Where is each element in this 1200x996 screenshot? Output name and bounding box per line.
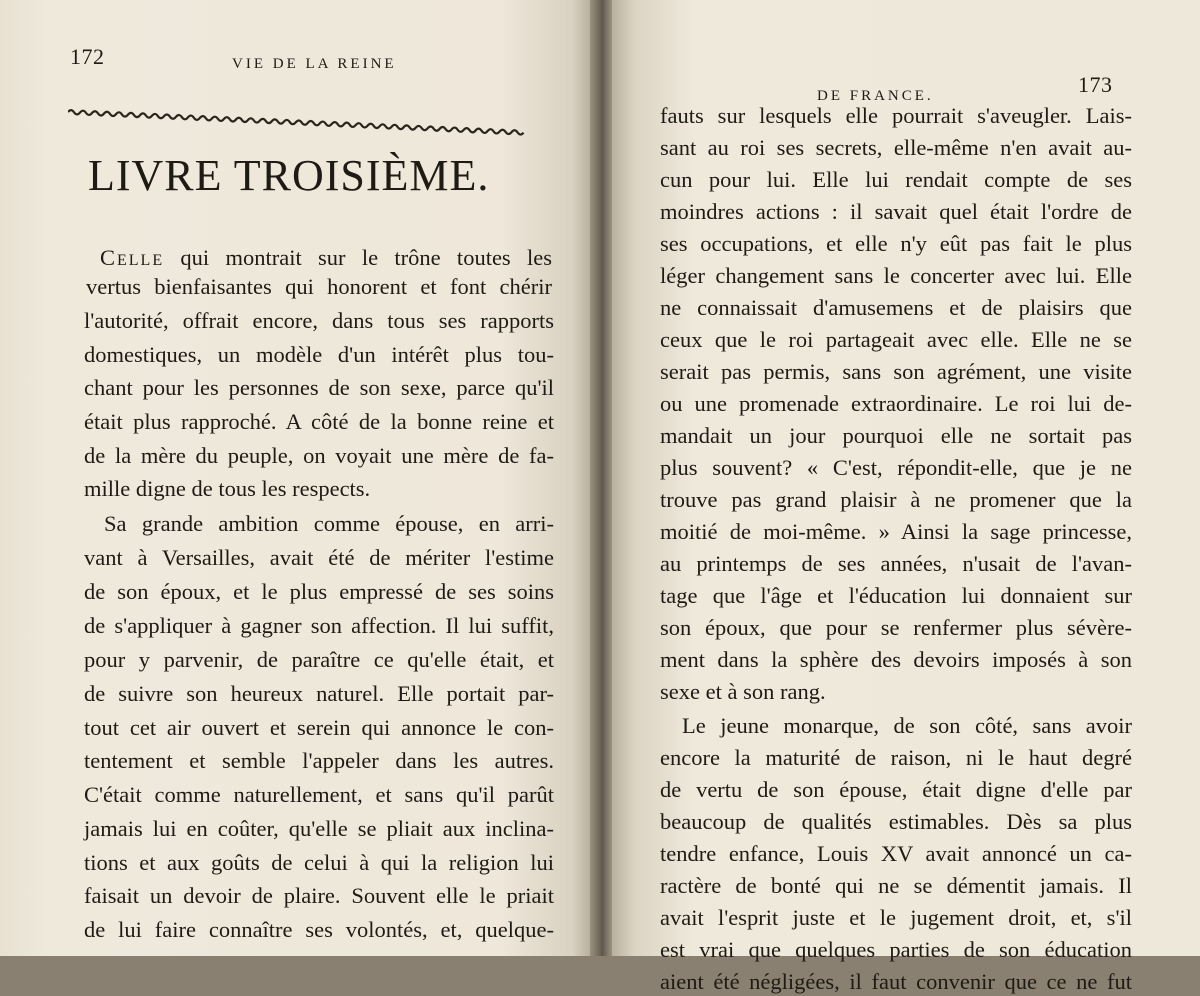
text-line: de suivre son heureux naturel. Elle portait par- (84, 681, 554, 706)
text-line: fauts sur lesquels elle pourrait s'aveugler. Lais- (660, 103, 1132, 128)
text-line: avait l'esprit juste et le jugement droit, et, s'il (660, 905, 1132, 930)
text-line: tage que l'âge et l'éducation lui donnaient sur (660, 583, 1132, 608)
text-line: est vrai que quelques parties de son éducation (660, 937, 1132, 962)
text-line: Sa grande ambition comme épouse, en arri- (104, 511, 554, 536)
text-line: ment dans la sphère des devoirs imposés à son (660, 647, 1132, 672)
page-number-right: 173 (1078, 72, 1113, 97)
text-line: ractère de bonté qui ne se démentit jamais. Il (660, 873, 1132, 898)
book-gutter (590, 0, 612, 956)
text-line: tentement et semble l'appeler dans les autres. (84, 748, 554, 773)
text-line: jamais lui en coûter, qu'elle se pliait aux inclina- (84, 816, 554, 841)
text-line: trouve pas grand plaisir à ne promener que la (660, 487, 1132, 512)
text-line: tendre enfance, Louis XV avait annoncé un ca- (660, 841, 1132, 866)
left-page (0, 0, 590, 956)
text-line: de la mère du peuple, on voyait une mère de fa- (84, 443, 554, 468)
text-line: au printemps de ses années, n'usait de l'avan- (660, 551, 1132, 576)
text-line: l'autorité, offrait encore, dans tous ses rapports (84, 308, 554, 333)
text-line: chant pour les personnes de son sexe, parce qu'il (84, 375, 554, 400)
text-line: ses occupations, et elle n'y eût pas fait le plus (660, 231, 1132, 256)
text-line: C'était comme naturellement, et sans qu'il parût (84, 782, 554, 807)
text-line: pour y parvenir, de paraître ce qu'elle était, et (84, 647, 554, 672)
running-head-right: DE FRANCE. (817, 88, 934, 104)
drop-word: Celle (100, 245, 165, 270)
text-line: vertus bienfaisantes qui honorent et font chérir (86, 274, 552, 299)
text-line: beaucoup de qualités estimables. Dès sa plus (660, 809, 1132, 834)
chapter-title: LIVRE TROISIÈME. (88, 151, 490, 200)
text-line: cun pour lui. Elle lui rendait compte de ses (660, 167, 1132, 192)
text-line: de vertu de son épouse, était digne d'elle par (660, 777, 1132, 802)
text-line: vant à Versailles, avait été de mériter l'estime (84, 545, 554, 570)
right-page (612, 0, 1200, 994)
text-line: tions et aux goûts de celui à qui la religion lui (84, 850, 554, 875)
text-line: domestiques, un modèle d'un intérêt plus tou- (84, 342, 554, 367)
text-line: ceux que le roi partageait avec elle. Elle ne se (660, 327, 1132, 352)
text-line: sexe et à son rang. (660, 679, 826, 704)
text-line: de son époux, et le plus empressé de ses soins (84, 579, 554, 604)
text-line: son époux, que pour se renfermer plus sévère- (660, 615, 1132, 640)
text-line: de lui faire connaître ses volontés, et, quelque- (84, 917, 554, 942)
text-line: moitié de moi-même. » Ainsi la sage princesse, (660, 519, 1132, 544)
text-line: tout cet air ouvert et serein qui annonce le con- (84, 715, 554, 740)
text-line: encore la maturité de raison, ni le haut degré (660, 745, 1132, 770)
text-line: mandait un jour pourquoi elle ne sortait pas (660, 423, 1132, 448)
text-line: léger changement sans le concerter avec lui. Elle (660, 263, 1132, 288)
text-line: de s'appliquer à gagner son affection. Il lui suffit, (84, 613, 554, 638)
wavy-rule-ornament (68, 103, 550, 137)
text-line: plus souvent? « C'est, répondit-elle, que je ne (660, 455, 1132, 480)
text-line: faisait un devoir de plaire. Souvent elle le priait (84, 883, 554, 908)
page-number-left: 172 (70, 44, 105, 69)
text-line: ne connaissait d'amusemens et de plaisirs que (660, 295, 1132, 320)
text-line: sant au roi ses secrets, elle-même n'en avait au- (660, 135, 1132, 160)
text-line: Le jeune monarque, de son côté, sans avoir (682, 713, 1132, 738)
text-line: ou une promenade extraordinaire. Le roi lui de- (660, 391, 1132, 416)
text-line: moindres actions : il savait quel était l'ordre de (660, 199, 1132, 224)
text-line: aient été négligées, il faut convenir que ce ne fut (660, 969, 1132, 994)
text-line: Celle qui montrait sur le trône toutes les (100, 245, 552, 270)
text-line: mille digne de tous les respects. (84, 476, 371, 501)
running-head-left: VIE DE LA REINE (232, 56, 397, 72)
text-line: serait pas permis, sans son agrément, une visite (660, 359, 1132, 384)
text-line: était plus rapproché. A côté de la bonne reine et (84, 409, 554, 434)
